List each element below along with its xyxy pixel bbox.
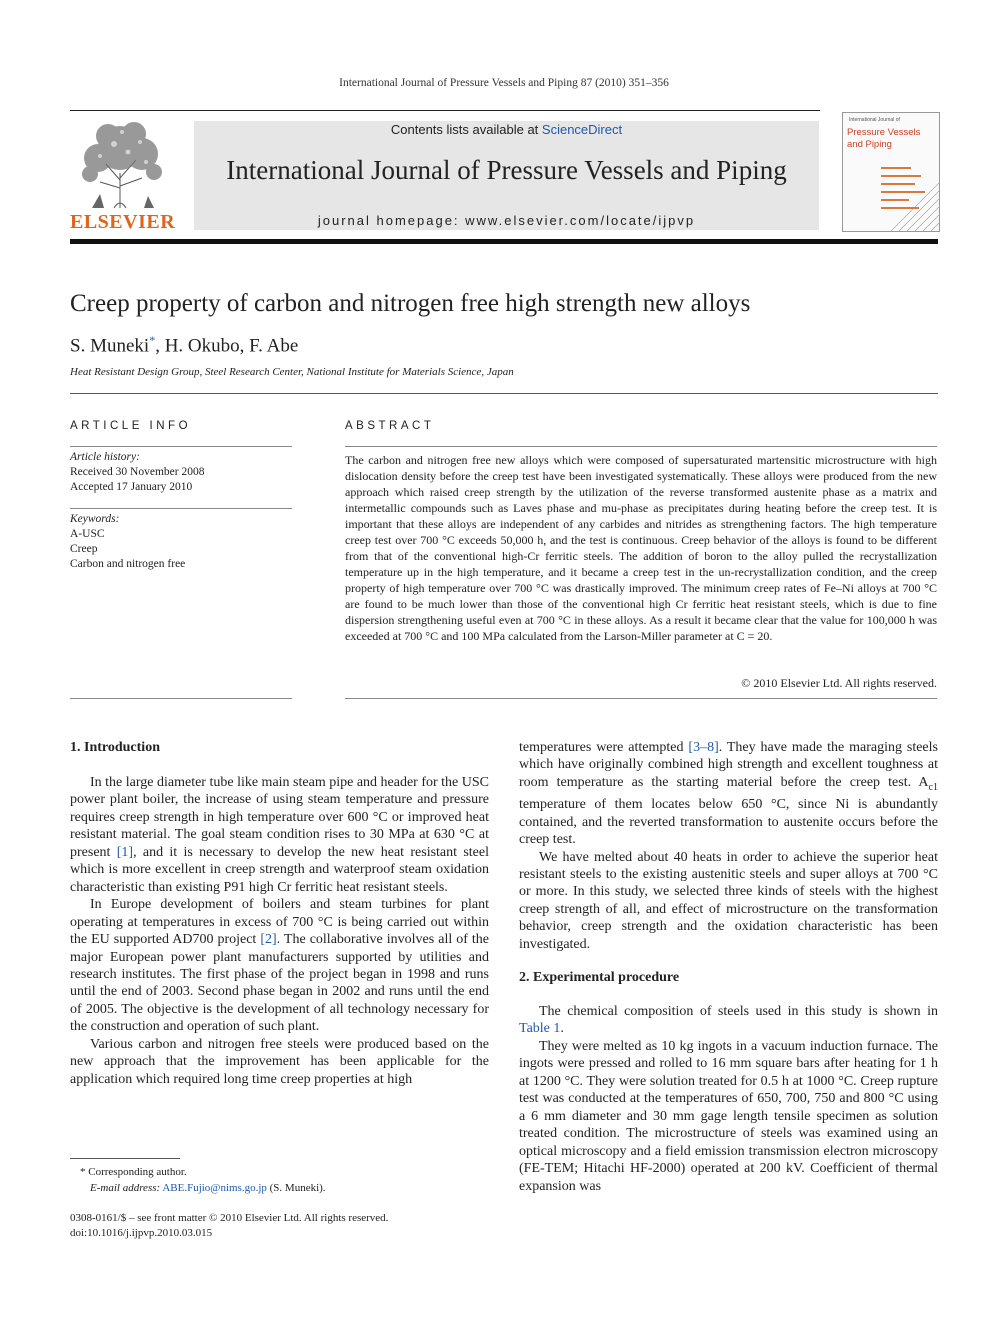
paragraph: Various carbon and nitrogen free steels were produced based on the new approach that the improvement has been applicable for the application which required long time creep properties at high (70, 1036, 489, 1087)
accepted-date: Accepted 17 January 2010 (70, 481, 193, 493)
author-list (70, 333, 298, 357)
cover-pattern-icon (891, 183, 939, 231)
author-others: , (155, 335, 165, 357)
journal-homepage[interactable]: journal homepage: www.elsevier.com/locate/ijpvp (317, 213, 696, 228)
issn-line: 0308-0161/$ – see front matter © 2010 Elsevier Ltd. All rights reserved. (70, 1212, 389, 1224)
elsevier-wordmark: ELSEVIER (70, 211, 176, 233)
corresponding-author-marker[interactable]: * (149, 333, 156, 347)
contents-prefix: Contents lists available at (390, 122, 542, 137)
section-heading-introduction: 1. Introduction (70, 740, 160, 755)
keywords-rule (70, 508, 292, 509)
email-suffix: (S. Muneki). (266, 1182, 326, 1194)
section-heading-experimental: 2. Experimental procedure (519, 970, 680, 985)
right-column-top (519, 739, 938, 953)
running-head: International Journal of Pressure Vessels and Piping 87 (2010) 351–356 (339, 77, 669, 89)
abstract-rule (345, 446, 937, 447)
keywords-label: Keywords: (70, 513, 120, 525)
keyword: Creep (70, 543, 98, 555)
left-column (70, 774, 489, 1088)
contents-line (194, 122, 819, 137)
citation-link[interactable]: [1] (116, 844, 134, 860)
keywords-block (70, 512, 292, 572)
header-rule-top (70, 110, 820, 111)
abstract-text: The carbon and nitrogen free new alloys which were composed of supersaturated martensitic microstructure with high dislocation density before the creep test have been investigated systematically. These alloys were produced from the new approach which raised creep strength by the utilization of the reverse transformed austenite phase as a matrix and intermetallic compounds such as Laves phase and mu-phase as precipitates during heating before the creep test. It is important that these alloys are independent of any carbides and nitrides as strengthening factors. The high temperature creep test over 700 °C exceeds 50,000 h, and the test is continuous. Creep behavior of the alloys is found to be different from that of the conventional high-Cr ferritic steels. The addition of boron to the alloy pulled the recrystallization temperature up in the high temperature, and it became a creep test in the un-recrystallization condition, and the creep property of high temperature over 700 °C was drastically improved. The minimum creep rates of Fe–Ni alloys at 700 °C are found to be much lower than those of the conventional high Cr ferritic heat resistant steels, which is due to fine dispersion strengthening useful even at 700 °C in these alloys. As a result it became clear that the value for 100,000 h was exceeded at 700 °C and 100 MPa calculated from the Larson-Miller parameter at C = 20. (345, 453, 937, 643)
author-rest: H. Okubo, F. Abe (164, 335, 299, 357)
keyword: Carbon and nitrogen free (70, 558, 186, 570)
email-link[interactable]: ABE.Fujio@nims.go.jp (162, 1182, 267, 1194)
keyword: A-USC (70, 528, 105, 540)
article-info-heading: ARTICLE INFO (70, 420, 192, 432)
paragraph: In Europe development of boilers and steam turbines for plant operating at temperatures in excess of 700 °C is being carried out within the EU supported AD700 project [2]. The collaborative involves all of the major European power plant manufacturers supported by utilities and research institutes. The first phase of the project began in 1998 and runs until the end of 2003. Second phase began in 2002 and runs until the end of 2005. The objective is the development of all technology necessary for the construction and operation of such plant. (70, 897, 490, 1035)
email-line (90, 1181, 326, 1196)
author-first: S. Muneki (70, 335, 150, 357)
citation-link[interactable]: [2] (260, 932, 277, 948)
citation-link[interactable]: [3–8] (688, 740, 719, 755)
article-history (70, 450, 292, 495)
header-rule-thick (70, 239, 938, 244)
abstract-bottom-rule (345, 698, 937, 699)
right-column-bottom (519, 1003, 938, 1195)
received-date: Received 30 November 2008 (70, 466, 205, 478)
article-title: Creep property of carbon and nitrogen free high strength new alloys (70, 290, 751, 317)
paragraph: The chemical composition of steels used in this study is shown in Table 1. (519, 1004, 938, 1037)
journal-title: International Journal of Pressure Vessels and Piping (226, 155, 787, 185)
article-info-rule (70, 446, 292, 447)
footnote-rule (70, 1158, 180, 1159)
abstract-heading: ABSTRACT (345, 420, 435, 432)
paragraph: temperatures were attempted [3–8]. They have made the maraging steels which have originally combined high strength and excellent toughness at room temperature as the starting material before the creep test. $A_{c1}$ temperature of them locates below 650 °C, since Ni is abundantly contained, and the reverted transformation to austenite occurs before the creep test. (519, 740, 938, 848)
history-label: Article history: (70, 451, 140, 463)
cover-line (881, 175, 921, 177)
table-link[interactable]: Table 1 (519, 1021, 561, 1037)
corresponding-author-note: * Corresponding author. (80, 1166, 187, 1178)
cover-title: Pressure Vessels and Piping (847, 127, 921, 150)
paragraph: They were melted as 10 kg ingots in a vacuum induction furnace. The ingots were pressed and rolled to 16 mm square bars after heating for 1 h at 1200 °C. They were solution treated for 0.5 h at 1000 °C. Creep rupture test was conducted at the temperatures of 650, 700, 750 and 800 °C using a 6 mm diameter and 30 mm gage length tensile specimen as solution treated condition. The microstructure of steels was examined using an optical microscopy and a field emission transmission electron microscopy (FE-TEM; Hitachi HF-2000) operated at 200 kV. Coefficient of thermal expansion was (519, 1038, 938, 1194)
cover-line (881, 167, 911, 169)
abstract-copyright: © 2010 Elsevier Ltd. All rights reserved. (741, 676, 937, 690)
email-label: E-mail address: (90, 1182, 161, 1194)
paragraph: We have melted about 40 heats in order to achieve the superior heat resistant steels to the existing austenitic steels and super alloys at 700 °C or more. In this study, we selected three kinds of steels with the highest creep strength of all, and effect of microstructure on the transformation behavior, creep strength and the oxidation characteristic has been investigated. (519, 849, 938, 952)
affiliation: Heat Resistant Design Group, Steel Research Center, National Institute for Materials Science, Japan (70, 366, 514, 378)
paragraph: In the large diameter tube like main steam pipe and header for the USC power plant boiler, the increase of using steam temperature and pressure requires creep strength in high temperature over 600 °C or improved heat resistant material. The goal steam condition rises to 30 MPa at 630 °C at present [1], and it is necessary to develop the new heat resistant steel which is more excellent in creep strength and waterproof steam oxidation characteristic than existing P91 high Cr ferritic heat resistant steels. (70, 775, 489, 895)
title-rule (70, 393, 938, 394)
doi-line[interactable]: doi:10.1016/j.ijpvp.2010.03.015 (70, 1227, 213, 1239)
sciencedirect-link[interactable]: ScienceDirect (541, 122, 623, 137)
article-info-bottom-rule (70, 698, 292, 699)
cover-small-text: International Journal of (849, 117, 900, 123)
journal-cover-thumbnail[interactable] (842, 112, 940, 232)
